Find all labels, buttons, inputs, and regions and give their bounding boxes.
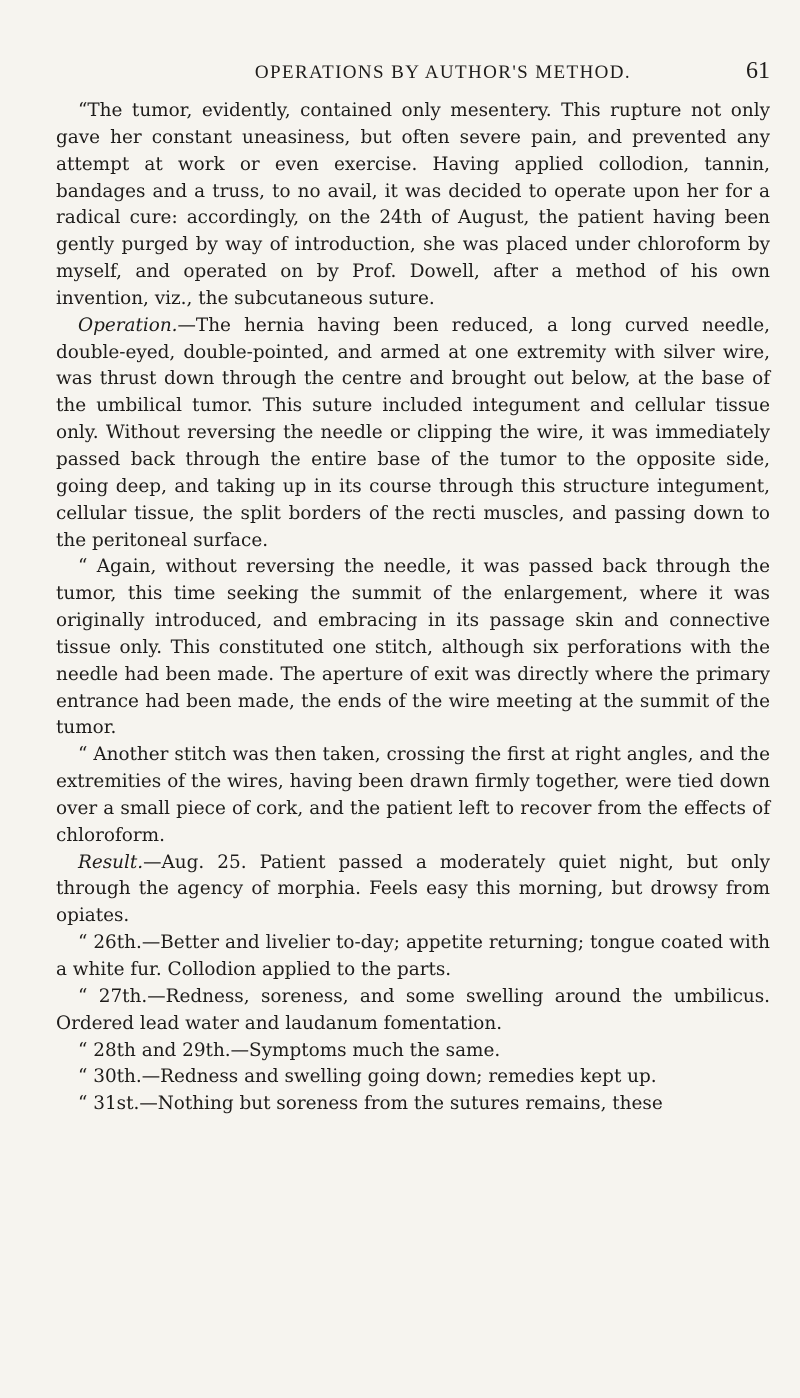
paragraph-second-stitch xyxy=(56,742,770,849)
section-lead-result: Result. xyxy=(78,851,144,873)
paragraph-text: “ Again, without reversing the needle, it was passed back through the tumor, this time seeking the summit of the enlargement, where it was originally introduced, and embracing in its passage skin and connective tissue only. This constituted one stitch, although six perforations with the needle had been made. The aperture of exit was directly where the primary entrance had been made, the ends of the wire meeting at the summit of the tumor. xyxy=(56,556,770,739)
paragraph-27th xyxy=(56,984,770,1038)
paragraph-28th-29th xyxy=(56,1038,770,1065)
paragraph-30th xyxy=(56,1064,770,1091)
paragraph-text: “ Another stitch was then taken, crossing the first at right angles, and the extremities of the wires, having been drawn firmly together, were tied down over a small piece of cork, and the patient left to recover from the effects of chloroform. xyxy=(56,744,770,846)
paragraph-tumor-description xyxy=(56,98,770,313)
paragraph-text: “ 26th.—Better and livelier to-day; appetite returning; tongue coated with a white fur. Collodion applied to the parts. xyxy=(56,932,770,980)
body-text xyxy=(56,98,770,1118)
paragraph-operation xyxy=(56,313,770,555)
paragraph-26th xyxy=(56,930,770,984)
paragraph-text: “ 31st.—Nothing but soreness from the sutures remains, these xyxy=(78,1093,663,1115)
running-title: OPERATIONS BY AUTHOR'S METHOD. xyxy=(254,62,632,83)
paragraph-second-pass xyxy=(56,554,770,742)
paragraph-result xyxy=(56,850,770,931)
paragraph-text: —Aug. 25. Patient passed a moderately quiet night, but only through the agency of morphia. Feels easy this morning, but drowsy from opiates. xyxy=(56,851,770,927)
paragraph-31st xyxy=(56,1091,770,1118)
paragraph-text: “ 30th.—Redness and swelling going down; remedies kept up. xyxy=(78,1066,657,1088)
paragraph-text: “ 27th.—Redness, soreness, and some swelling around the umbilicus. Ordered lead water and laudanum fomentation. xyxy=(56,985,770,1034)
section-lead-operation: Operation. xyxy=(78,314,178,336)
page-number: 61 xyxy=(746,58,770,84)
running-head xyxy=(56,58,770,88)
paragraph-text: “The tumor, evidently, contained only mesentery. This rupture not only gave her constant uneasiness, but often severe pain, and prevented any attempt at work or even exercise. Having applied collodion, tannin, bandages and a truss, to no avail, it was decided to operate upon her for a radical cure: accordingly, on the 24th of August, the patient having been gently purged by way of introduction, she was placed under chloroform by myself, and operated on by Prof. Dowell, after a method of his own invention, viz., the subcutaneous suture. xyxy=(56,100,770,309)
paragraph-text: “ 28th and 29th.—Symptoms much the same. xyxy=(78,1039,501,1061)
paragraph-text: —The hernia having been reduced, a long curved needle, double-eyed, double-pointed, and armed at one extremity with silver wire, was thrust down through the centre and brought out below, at the base of the umbilical tumor. This suture included integument and cellular tissue only. Without reversing the needle or clipping the wire, it was immediately passed back through the entire base of the tumor to the opposite side, going deep, and taking up in its course through this structure integument, cellular tissue, the split borders of the recti muscles, and passing down to the peritoneal surface. xyxy=(56,314,770,551)
